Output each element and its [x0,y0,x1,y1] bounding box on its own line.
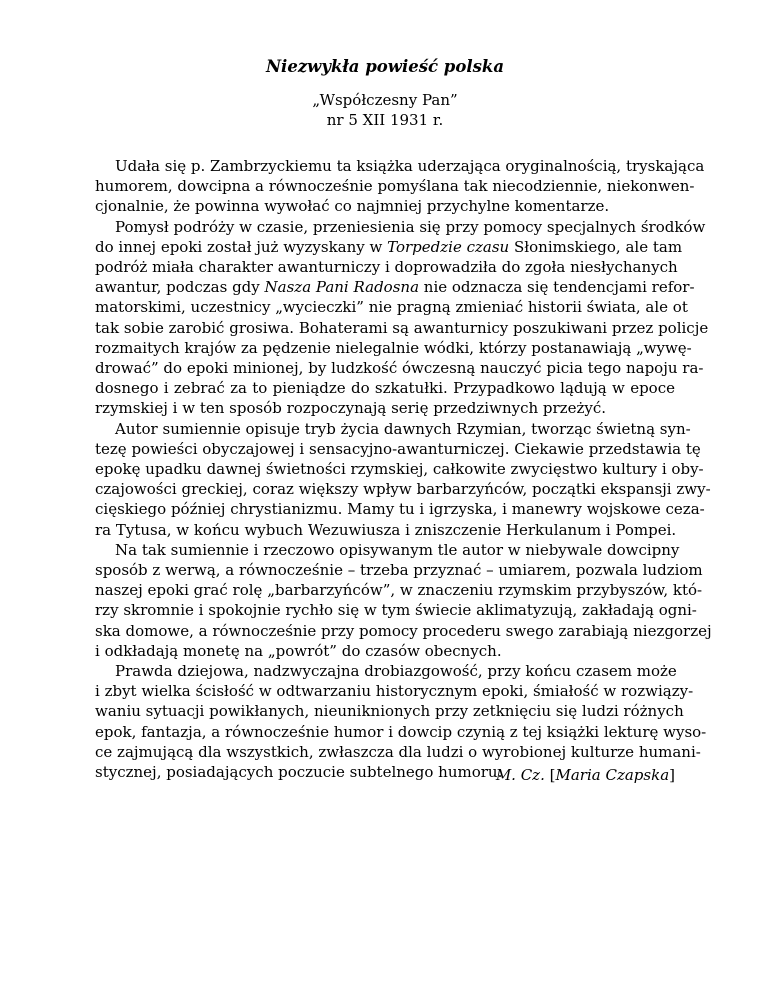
paragraph-line: Autor sumiennie opisuje tryb życia dawnych Rzymian, tworząc świetną syn- [115,419,691,438]
paragraph-line: sposób z werwą, a równocześnie – trzeba przyznać – umiarem, pozwala ludziom [95,561,703,580]
publication-source [95,90,675,130]
paragraph-line: ska domowe, a równocześnie przy pomocy procederu swego zarabiają niezgorzej [95,621,712,640]
paragraph [95,217,709,419]
signature-bracket-close: ] [669,766,675,784]
paragraph-line: Udała się p. Zambrzyckiemu ta książka uderzająca oryginalnością, tryskająca [115,157,705,175]
paragraph-line: rzymskiej i w ten sposób rozpoczynają serię przedziwnych przeżyć. [95,399,607,418]
paragraph-line: rozmaitych krajów za pędzenie nielegalnie wódki, którzy postanawiają „wywę- [95,338,692,357]
paragraph-line: awantur, podczas gdy Nasza Pani Radosna nie odznacza się tendencjami refor- [95,278,695,297]
publication-name: „Współczesny Pan” [312,91,458,109]
paragraph-line: tezę powieści obyczajowej i sensacyjno-awanturniczej. Ciekawie przedstawia tę [95,439,701,458]
publication-issue: nr 5 XII 1931 r. [326,111,444,129]
paragraph-line: stycznej, posiadających poczucie subtelnego humoru. [95,763,503,782]
paragraph-line: i zbyt wielka ścisłość w odtwarzaniu historycznym epoki, śmiałość w rozwiązy- [95,682,694,701]
signature-full-name: Maria Czapska [555,766,670,784]
paragraph-line: dosnego i zebrać za to pieniądze do szkatułki. Przypadkowo lądują w epoce [95,379,675,398]
paragraph-line: tak sobie zarobić grosiwa. Bohaterami są awanturnicy poszukiwani przez policje [95,318,709,337]
paragraph [95,419,711,540]
paragraph-line: Prawda dziejowa, nadzwyczajna drobiazgowość, przy końcu czasem może [115,662,677,681]
paragraph-line: Pomysł podróży w czasie, przeniesienia się przy pomocy specjalnych środków [115,217,706,236]
paragraph-line: humorem, dowcipna a równocześnie pomyślana tak niecodziennie, niekonwen- [95,177,695,196]
book-title: Nasza Pani Radosna [264,278,420,297]
paragraph-line: i odkładają monetę na „powrót” do czasów obecnych. [95,641,502,660]
paragraph-line: czajowości greckiej, coraz większy wpływ barbarzyńców, początki ekspansji zwy- [95,480,711,499]
paragraph-line: cjonalnie, że powinna wywołać co najmniej przychylne komentarze. [95,197,610,216]
signature-initials: M. Cz. [495,766,545,784]
paragraph-line: ra Tytusa, w końcu wybuch Wezuwiusza i zniszczenie Herkulanum i Pompei. [95,520,677,539]
paragraph-line: do innej epoki został już wyzyskany w Torpedzie czasu Słonimskiego, ale tam [95,237,683,256]
paragraph-line: naszej epoki grać rolę „barbarzyńców”, w znaczeniu rzymskim przybyszów, któ- [95,581,703,600]
paragraph-line: epok, fantazja, a równocześnie humor i dowcip czynią z tej książki lekturę wyso- [95,722,707,741]
book-title: Torpedzie czasu [387,237,510,256]
article-body [95,156,712,782]
paragraph-line: cięskiego później chrystianizmu. Mamy tu i igrzyska, i manewry wojskowe ceza- [95,500,705,519]
paragraph-line: matorskimi, uczestnicy „wycieczki” nie pragną zmieniać historii świata, ale ot [95,298,688,317]
paragraph-line: waniu sytuacji powikłanych, nieuniknionych przy zetknięciu się ludzi różnych [95,702,684,721]
paragraph-line: rzy skromnie i spokojnie rychło się w tym świecie aklimatyzują, zakładają ogni- [95,601,697,620]
paragraph [95,540,712,661]
paragraph-line: epokę upadku dawnej świetności rzymskiej, całkowite zwycięstwo kultury i oby- [95,460,704,479]
paragraph-line: Na tak sumiennie i rzeczowo opisywanym tle autor w niebywale dowcipny [115,540,680,559]
signature-bracket-open: [ [549,766,556,784]
paragraph-line: ce zajmującą dla wszystkich, zwłaszcza dla ludzi o wyrobionej kulturze humani- [95,742,701,761]
paragraph [95,156,705,217]
paragraph-line: podróż miała charakter awanturniczy i doprowadziła do zgoła niesłychanych [95,258,678,277]
article-title: Niezwykła powieść polska [265,57,505,76]
paragraph-line: drować” do epoki minionej, by ludzkość ówczesną nauczyć picia tego napoju ra- [95,359,704,378]
author-signature [496,765,675,785]
